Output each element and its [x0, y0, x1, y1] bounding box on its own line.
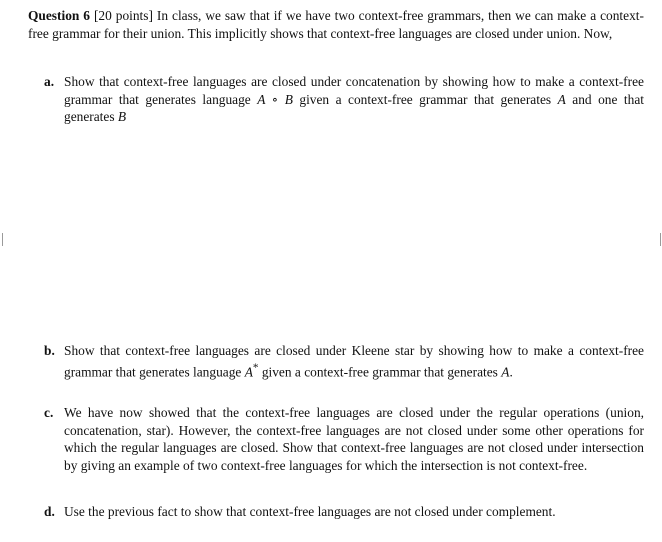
part-b-text-2: given a context-free grammar that generates [258, 364, 502, 380]
left-margin-mark [2, 233, 3, 246]
part-a-text-2: given a context-free grammar that generates [292, 91, 558, 107]
question-intro-text: In class, we saw that if we have two context-free grammars, then we can make a context-free grammar for their union. This implicitly shows that context-free languages are closed under union. Now, [28, 8, 644, 41]
question-points: [20 points] [93, 8, 153, 23]
part-c-text: We have now showed that the context-free languages are closed under the regular operations (union, concatenation, star). However, the context-free languages are not closed under some other operations for which the regular languages are closed. Show that context-free languages are not closed under intersection by giving an example of two context-free languages for which the intersection is not context-free. [64, 405, 644, 473]
part-b-text-3: . [509, 364, 513, 380]
part-a-text-1: Show that context-free languages are closed under concatenation by showing how to make a context-free grammar that generates language [64, 74, 644, 107]
kleene-star: * [252, 361, 259, 374]
part-b-text [64, 342, 644, 381]
math-a: A [501, 364, 510, 380]
part-d-letter: d. [44, 504, 55, 519]
part-c-letter: c. [44, 405, 54, 420]
math-a-concat-b: A ∘ B [257, 91, 293, 107]
question-intro [28, 7, 644, 42]
part-c [44, 404, 644, 474]
math-b: B [117, 109, 127, 125]
part-a-letter: a. [44, 74, 55, 89]
part-b [44, 342, 644, 381]
math-a: A [557, 91, 566, 107]
math-a-star: A [244, 364, 253, 380]
part-d-text: Use the previous fact to show that context-free languages are not closed under complement. [64, 504, 556, 519]
part-a-text [64, 73, 644, 126]
part-a-text-3: and one that generates [64, 91, 644, 125]
part-a [44, 73, 644, 126]
part-d [44, 503, 644, 521]
part-b-text-1: Show that context-free languages are closed under Kleene star by showing how to make a context-free grammar that generates language [64, 343, 644, 380]
right-margin-mark [660, 233, 661, 246]
question-label: Question 6 [28, 8, 90, 23]
part-b-letter: b. [44, 343, 55, 358]
